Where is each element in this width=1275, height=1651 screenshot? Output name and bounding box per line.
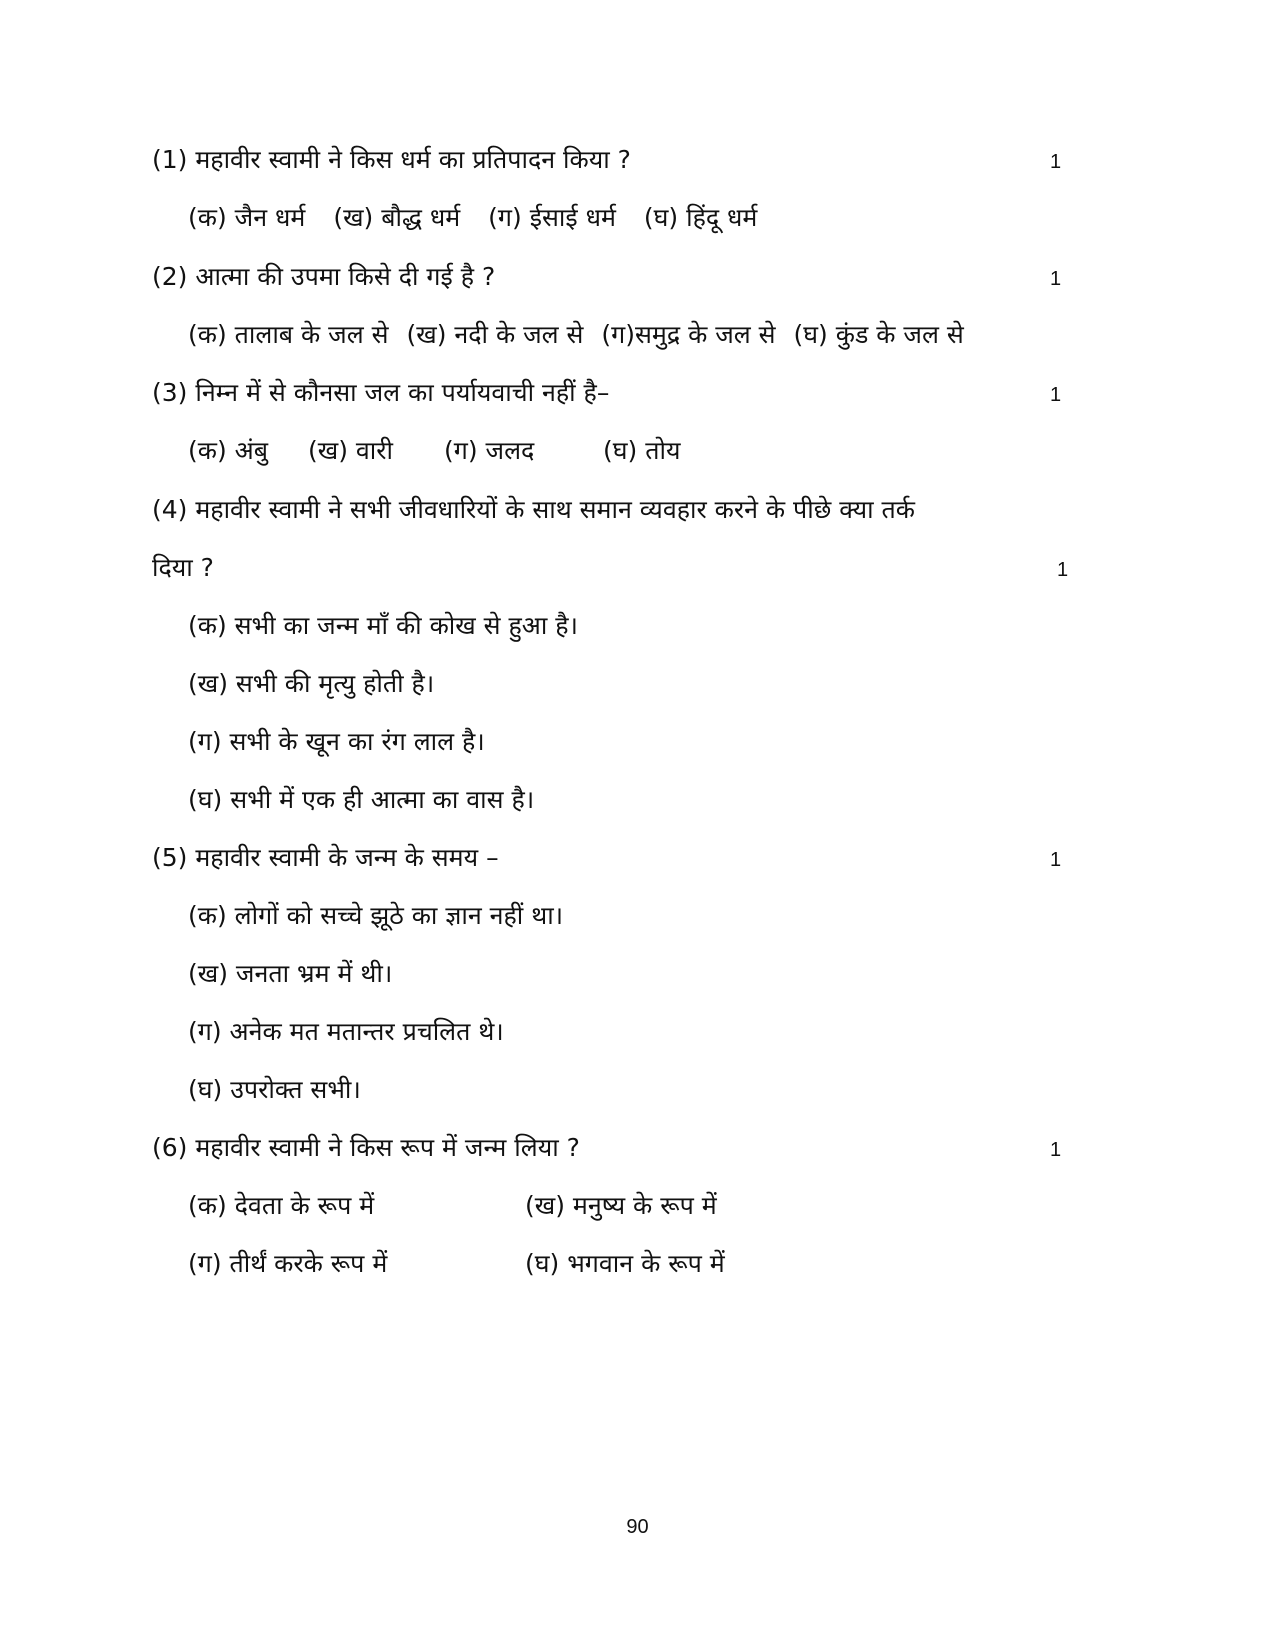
question-3-marks: 1: [1050, 384, 1062, 406]
option-ka: (क) अंबु: [188, 436, 269, 465]
question-4-option-ga: (ग) सभी के खून का रंग लाल है।: [188, 727, 485, 756]
question-4-text-line1: (4) महावीर स्वामी ने सभी जीवधारियों के साथ समान व्यवहार करने के पीछे क्या तर्क: [152, 495, 915, 524]
option-kha: (ख) बौद्ध धर्म: [333, 203, 461, 232]
question-4-option-ka: (क) सभी का जन्म माँ की कोख से हुआ है।: [188, 611, 579, 640]
option-gha: (घ) हिंदू धर्म: [643, 203, 758, 232]
question-6-options-row1: [188, 1191, 717, 1221]
question-5-text: (5) महावीर स्वामी के जन्म के समय –: [152, 843, 499, 872]
question-6-options-row2: [188, 1249, 725, 1279]
option-ga: (ग) ईसाई धर्म: [488, 203, 616, 232]
question-5-option-gha: (घ) उपरोक्त सभी।: [188, 1075, 361, 1104]
option-gha: (घ) कुंड के जल से: [793, 320, 964, 349]
option-ga: (ग) तीर्थं करके रूप में: [188, 1249, 388, 1278]
question-4-option-gha: (घ) सभी में एक ही आत्मा का वास है।: [188, 785, 535, 814]
question-3-text: (3) निम्न में से कौनसा जल का पर्यायवाची नहीं है–: [152, 378, 610, 407]
option-kha: (ख) मनुष्य के रूप में: [525, 1191, 717, 1220]
question-6-marks: 1: [1050, 1139, 1062, 1161]
question-2-text: (2) आत्मा की उपमा किसे दी गई है ?: [152, 262, 496, 291]
page-number: 90: [626, 1516, 649, 1538]
question-5-option-ga: (ग) अनेक मत मतान्तर प्रचलित थे।: [188, 1017, 504, 1046]
option-ga: (ग) जलद: [444, 436, 535, 465]
question-2-options: [188, 320, 964, 350]
question-4-option-kha: (ख) सभी की मृत्यु होती है।: [188, 669, 435, 698]
question-6-text: (6) महावीर स्वामी ने किस रूप में जन्म लिया ?: [152, 1133, 580, 1162]
option-ga: (ग)समुद्र के जल से: [601, 320, 776, 349]
question-1-options: [188, 203, 757, 233]
option-ka: (क) तालाब के जल से: [188, 320, 389, 349]
question-1-text: (1) महावीर स्वामी ने किस धर्म का प्रतिपादन किया ?: [152, 145, 631, 174]
question-1-marks: 1: [1050, 151, 1062, 173]
question-4-marks: 1: [1057, 559, 1069, 581]
option-gha: (घ) तोय: [603, 436, 681, 465]
question-5-option-kha: (ख) जनता भ्रम में थी।: [188, 959, 393, 988]
question-5-marks: 1: [1050, 849, 1062, 871]
option-ka: (क) जैन धर्म: [188, 203, 306, 232]
option-gha: (घ) भगवान के रूप में: [525, 1249, 725, 1278]
question-2-marks: 1: [1050, 268, 1062, 290]
option-kha: (ख) वारी: [308, 436, 393, 465]
option-kha: (ख) नदी के जल से: [406, 320, 584, 349]
question-5-option-ka: (क) लोगों को सच्चे झूठे का ज्ञान नहीं था।: [188, 901, 564, 930]
question-4-text-line2: दिया ?: [152, 553, 214, 582]
option-ka: (क) देवता के रूप में: [188, 1191, 375, 1220]
